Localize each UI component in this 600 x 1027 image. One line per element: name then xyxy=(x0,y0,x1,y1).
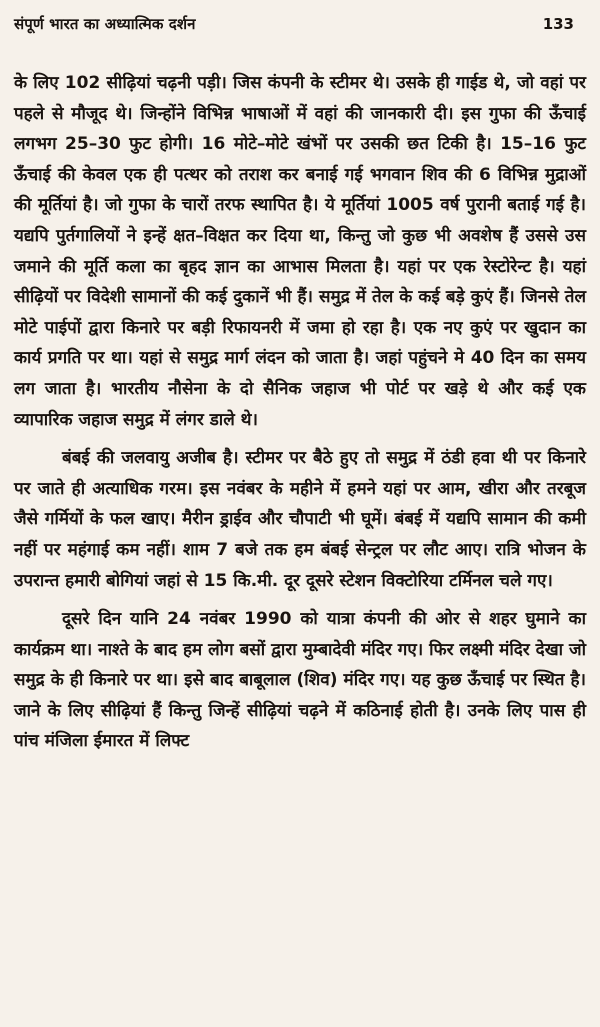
paragraph-1: के लिए 102 सीढ़ियां चढ़नी पड़ी। जिस कंपनी के स्टीमर थे। उसके ही गाईड थे, जो वहां पर पहले से मौजूद थे। जिन्होंने विभिन्न भाषाओं में वहां की जानकारी दी। इस गुफा की ऊँचाई लगभग 25–30 फुट होगी। 16 मोटे–मोटे खंभों पर उसकी छत टिकी है। 15–16 फुट ऊँचाई की केवल एक ही पत्थर को तराश कर बनाई गई भगवान शिव की 6 विभिन्न मुद्राओं की मूर्तियां है। जो गुफा के चारों तरफ स्थापित है। ये मूर्तियां 1005 वर्ष पुरानी बताई गई है। यद्यपि पुर्तगालियों ने इन्हें क्षत–विक्षत कर दिया था, किन्तु जो कुछ भी अवशेष हैं उससे उस जमाने की मूर्ति कला का बृहद ज्ञान का आभास मिलता है। यहां पर एक रेस्टोरेन्ट है। यहां सीढ़ियों पर विदेशी सामानों की कई दुकानें भी हैं। समुद्र में तेल के कई बड़े कुएं हैं। जिनसे तेल मोटे पाईपों द्वारा किनारे पर बड़ी रिफायनरी में जमा हो रहा है। एक नए कुएं पर खुदान का कार्य प्रगति पर था। यहां से समुद्र मार्ग लंदन को जाता है। जहां पहुंचने मे 40 दिन का समय लग जाता है। भारतीय नौसेना के दो सैनिक जहाज भी पोर्ट पर खड़े थे और कई एक व्यापारिक जहाज समुद्र में लंगर डाले थे। xyxy=(14,73,586,430)
page-number: 133 xyxy=(542,15,574,33)
body-text xyxy=(14,68,586,757)
paragraph-2: बंबई की जलवायु अजीब है। स्टीमर पर बैठे हुए तो समुद्र में ठंडी हवा थी पर किनारे पर जाते ही अत्याधिक गरम। इस नवंबर के महीने में हमने यहां पर आम, खीरा और तरबूज जैसे गर्मियों के फल खाए। मैरीन ड्राईव और चौपाटी भी घूमें। बंबई में यद्यपि सामान की कमी नहीं पर महंगाई कम नहीं। शाम 7 बजे तक हम बंबई सेन्ट्रल पर लौट आए। रात्रि भोजन के उपरान्त हमारी बोगियां जहां से 15 कि.मी. दूर दूसरे स्टेशन विक्टोरिया टर्मिनल चले गए। xyxy=(14,448,586,591)
book-title: संपूर्ण भारत का अध्यात्मिक दर्शन xyxy=(14,15,196,33)
running-header xyxy=(14,14,586,48)
paragraph-3: दूसरे दिन यानि 24 नवंबर 1990 को यात्रा कंपनी की ओर से शहर घुमाने का कार्यक्रम था। नाश्ते के बाद हम लोग बसों द्वारा मुम्बादेवी मंदिर गए। फिर लक्ष्मी मंदिर देखा जो समुद्र के ही किनारे पर था। इसे बाद बाबूलाल (शिव) मंदिर गए। यह कुछ ऊँचाई पर स्थित है। जाने के लिए सीढ़ियां हैं किन्तु जिन्हें सीढ़ियां चढ़ने में कठिनाई होती है। उनके लिए पास ही पांच मंजिला ईमारत में लिफ्ट xyxy=(14,609,586,752)
